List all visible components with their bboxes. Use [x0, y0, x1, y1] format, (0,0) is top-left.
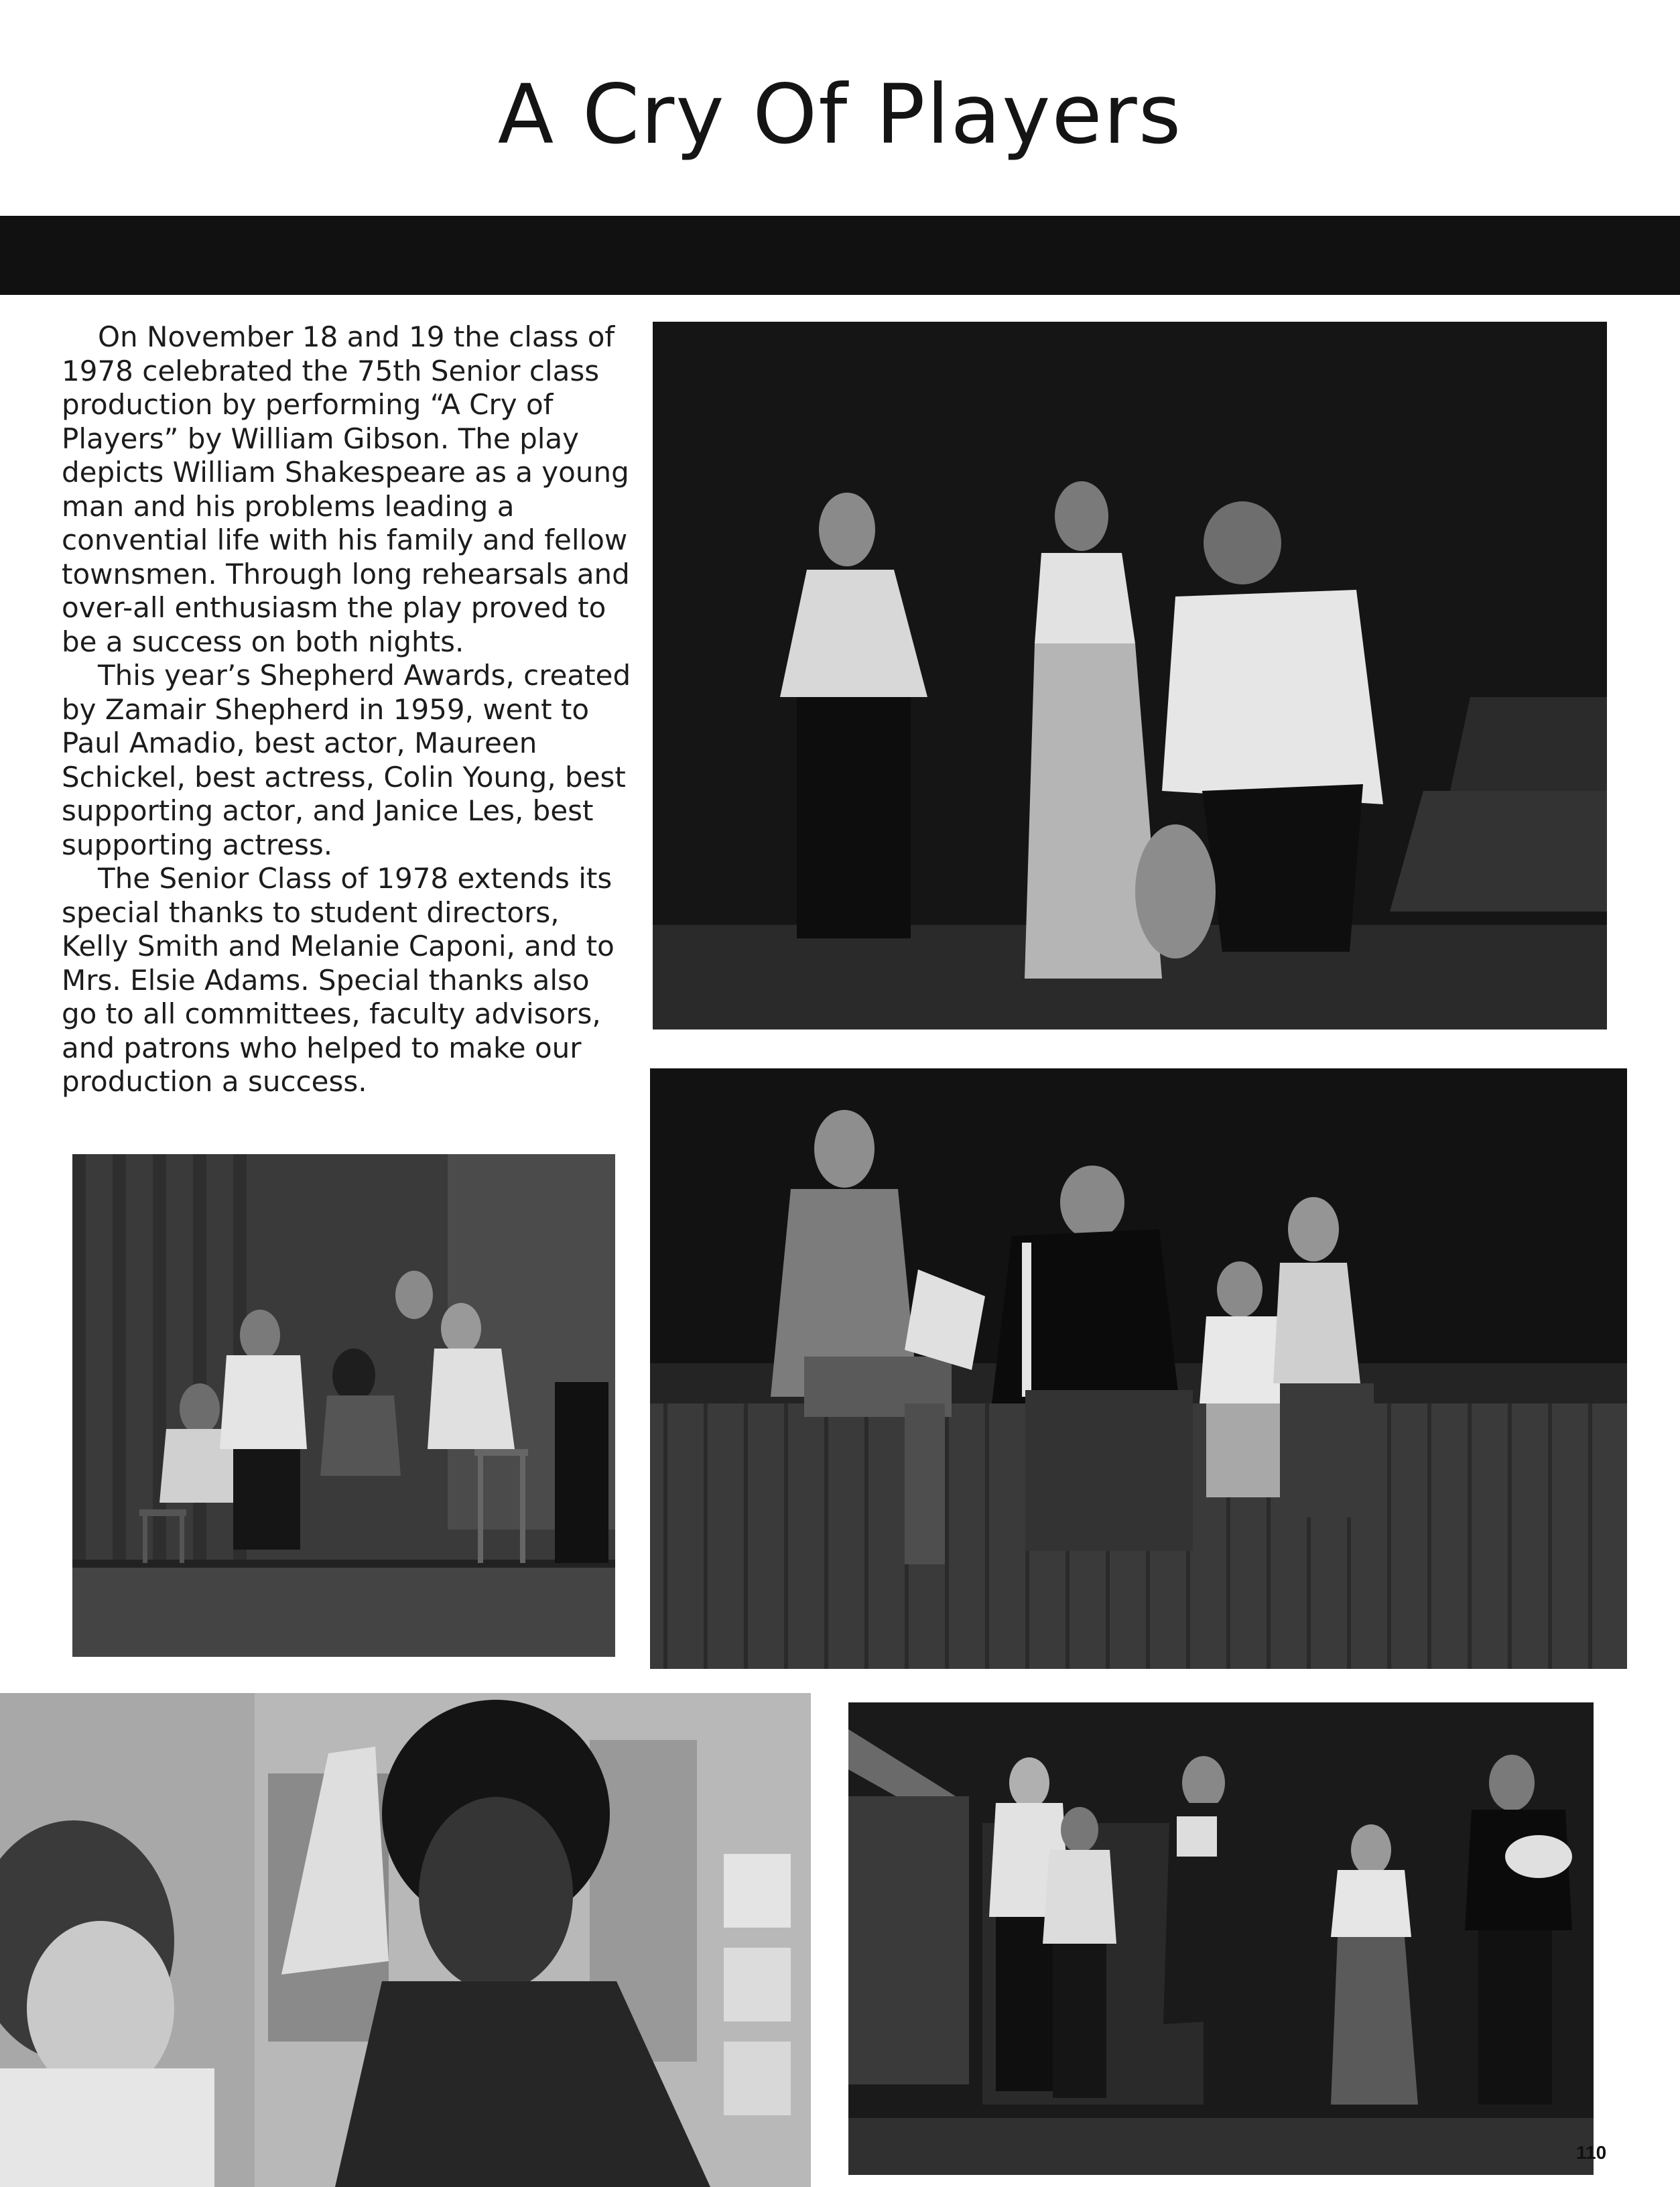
photo-stage-scene-ensemble: [848, 1702, 1594, 2175]
title-divider-bar: [0, 216, 1680, 295]
article-paragraph-1: On November 18 and 19 the class of 1978 celebrated the 75th Senior class production by performing “A Cry of Players” by William Gibson. The play depicts William Shakespeare as a young man and his problems leading a convential life with his family and fellow townsmen. Through long rehearsals and over-all enthusiasm the play proved to be a success on both nights.: [62, 320, 630, 658]
article-text: [62, 320, 631, 1099]
photo-backstage-makeup: [0, 1693, 811, 2187]
photo-stage-scene-three-actors: [653, 322, 1607, 1029]
photo-cast-on-stools: [72, 1154, 615, 1657]
page-number: 110: [1576, 2142, 1607, 2163]
photo-cast-seated-on-stage: [650, 1068, 1627, 1669]
article-paragraph-2: This year’s Shepherd Awards, created by Zamair Shepherd in 1959, went to Paul Amadio, best actor, Maureen Schickel, best actress, Colin Young, best supporting actor, and Janice Les, best supporting actress.: [62, 659, 631, 861]
article-paragraph-3: The Senior Class of 1978 extends its special thanks to student directors, Kelly Smith and Melanie Caponi, and to Mrs. Elsie Adams. Special thanks also go to all committees, faculty advisors, and patrons who helped to make our production a success.: [62, 862, 615, 1098]
page-title: A Cry Of Players: [497, 67, 1183, 162]
